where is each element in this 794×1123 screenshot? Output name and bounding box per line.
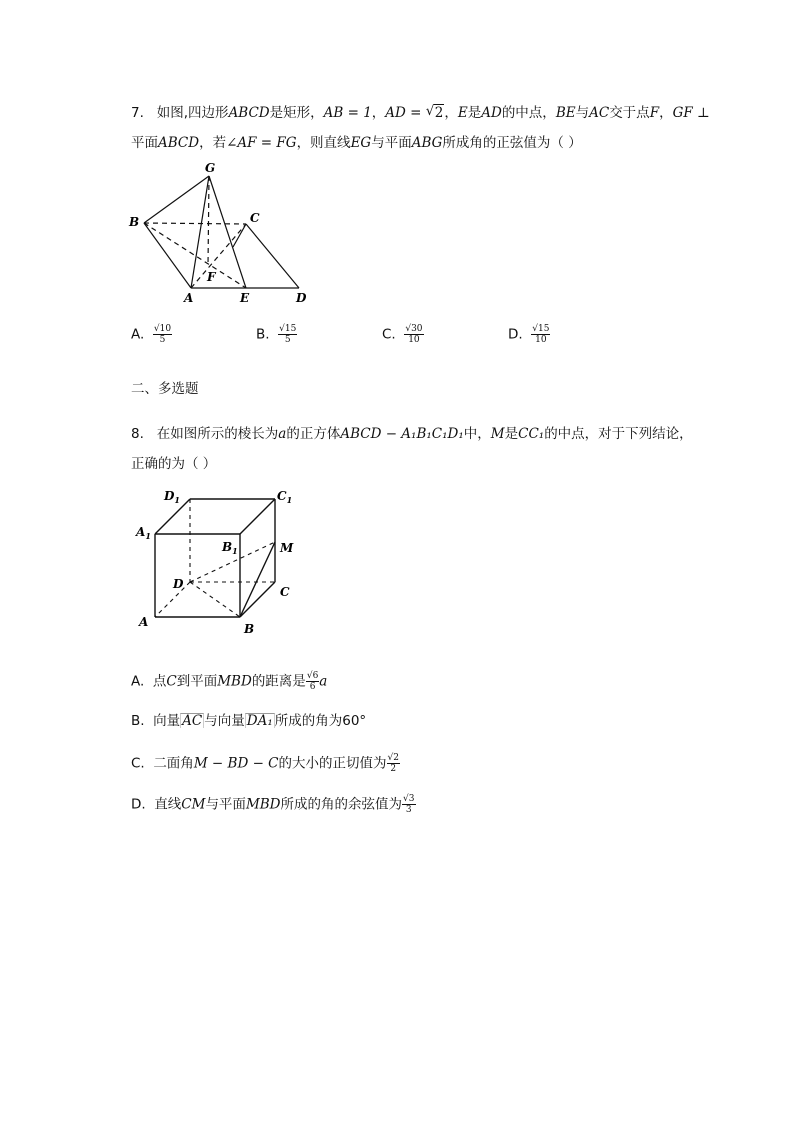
q8-math: ABCD − A₁B₁C₁D₁: [340, 426, 464, 442]
q7-math: F: [649, 105, 660, 121]
q7-math: BE: [555, 105, 576, 121]
q7-text: 的中点，: [501, 105, 556, 121]
edge-be: [144, 223, 246, 288]
label-g: G: [205, 161, 216, 175]
label-a: A: [139, 615, 149, 629]
q7-text: 与: [575, 105, 590, 121]
q7-line2: [131, 134, 582, 152]
q8-option-c[interactable]: C. 二面角M − BD − C的大小的正切值为 $\frac{√2}{2}$: [131, 753, 399, 774]
q7-math: ABCD: [158, 135, 200, 151]
q7-pyramid-figure: [125, 160, 325, 310]
label-d: D: [173, 577, 184, 591]
q7-text: ，则直线: [296, 135, 351, 151]
q8-option-a[interactable]: A. 点C到平面MBD的距离是 $\frac{√6}{6}$ a: [131, 671, 328, 692]
label-m: M: [280, 541, 294, 555]
q7-text: ，: [659, 105, 673, 121]
q8-text: 的正方体: [286, 426, 341, 442]
q7-option-b[interactable]: B. $\frac{√15}{5}$: [256, 324, 297, 345]
label-c: C: [250, 211, 260, 225]
label-a1: $A_1$: [136, 525, 151, 541]
edge-gf: [208, 176, 209, 266]
label-e: E: [240, 291, 250, 305]
q8-number: 8.: [131, 426, 144, 442]
q7-text: 所成角的正弦值为（ ）: [442, 135, 582, 151]
q7-sqrt: √ 2: [426, 104, 445, 122]
q7-option-d[interactable]: D. $\frac{√15}{10}$: [508, 324, 550, 345]
q7-text: 交于点: [609, 105, 650, 121]
q8-text: 在如图所示的棱长为: [156, 426, 279, 442]
label-f: F: [207, 270, 216, 284]
label-c1: $C_1$: [277, 489, 293, 505]
q7-math: EG: [350, 135, 372, 151]
q7-text: ，: [371, 105, 386, 121]
label-b: B: [129, 215, 140, 229]
q8-math: M: [490, 426, 505, 442]
q8-math: CC₁: [518, 426, 545, 442]
label-d1: $D_1$: [164, 489, 180, 505]
q7-math: AD: [481, 105, 502, 121]
q7-text: 平面: [131, 135, 158, 151]
q7-math: AB = 1: [323, 105, 372, 121]
q7-text: 是: [467, 105, 482, 121]
label-d: D: [296, 291, 307, 305]
edge-ba: [144, 223, 191, 288]
q8-text: 的中点，对于下列结论，: [544, 426, 693, 442]
q8-math: a: [278, 426, 287, 442]
q7-math: AC: [589, 105, 610, 121]
q7-text: ，: [444, 105, 458, 121]
q7-math: GF ⊥: [672, 105, 710, 121]
q8-line1: [131, 425, 693, 443]
q8-text: 中，: [463, 426, 491, 442]
label-b: B: [244, 622, 255, 636]
q8-cube-figure: [130, 482, 305, 642]
q8-option-d[interactable]: D. 直线CM与平面MBD所成的角的余弦值为 $\frac{√3}{3}$: [131, 794, 415, 815]
q8-line2: 正确的为（ ）: [131, 456, 217, 472]
section-title: 二、多选题: [131, 381, 199, 397]
q8-text: 是: [504, 426, 519, 442]
label-a: A: [184, 291, 194, 305]
q7-text: 如图,四边形: [156, 105, 229, 121]
q7-math: ∠AF = FG: [226, 135, 297, 151]
q7-math: ABCD: [228, 105, 270, 121]
q7-math: AD =: [385, 105, 422, 121]
edge-cd: [246, 224, 299, 288]
q7-option-a[interactable]: A. $\frac{√10}{5}$: [131, 324, 172, 345]
edge-bc: [144, 223, 246, 224]
q7-math: E: [457, 105, 468, 121]
q7-text: 是矩形，: [269, 105, 324, 121]
edge-c-partial: [233, 224, 246, 247]
q7-number: 7.: [131, 105, 144, 121]
q8-option-b[interactable]: B. 向量 AC 与向量 DA₁ 所成的角为60°: [131, 713, 367, 729]
q7-text: ，若: [199, 135, 227, 151]
label-c: C: [280, 585, 290, 599]
q7-math: ABG: [411, 135, 443, 151]
q7-option-c[interactable]: C. $\frac{√30}{10}$: [382, 324, 423, 345]
label-b1: $B_1$: [222, 540, 238, 556]
edge-gb: [144, 176, 209, 223]
q7-text: 与平面: [371, 135, 412, 151]
q7-line1: [131, 104, 710, 122]
